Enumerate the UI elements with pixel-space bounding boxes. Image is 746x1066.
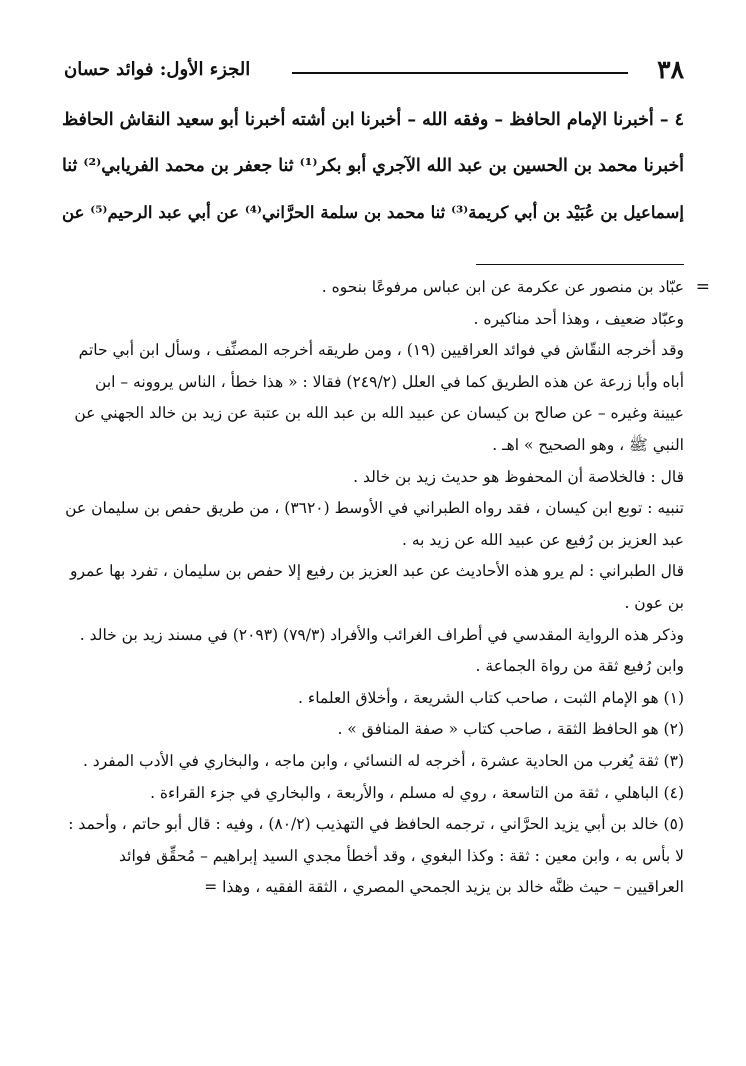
page-header <box>64 52 684 92</box>
note-paragraph: وابن رُفيع ثقة من رواة الجماعة . <box>475 657 684 676</box>
note-paragraph <box>60 272 710 304</box>
hadith-line: أخبرنا محمد بن الحسين بن عبد الله الآجري أبو بكر⁽¹⁾ ثنا جعفر بن محمد الفريابي⁽²⁾ ثنا <box>62 156 684 176</box>
footnote-3: (٣) ثقة يُغرب من الحادية عشرة ، أخرجه له النسائي ، وابن ماجه ، والبخاري في الأدب المفرد . <box>82 751 684 770</box>
header-rule <box>292 72 628 74</box>
note-paragraph-text: عبّاد بن منصور عن عكرمة عن ابن عباس مرفوعًا بنحوه . <box>321 278 684 296</box>
note-paragraph: وقد أخرجه النقّاش في فوائد العراقيين (١٩) ، ومن طريقه أخرجه المصنِّف ، وسأل ابن أبي حاتم أباه وأبا زرعة عن هذه الطريق كما في العلل (٢٤٩/٢) فقالا : « هذا خطأ ، الناس يروونه – ابن عيينة وغيره – عن صالح بن كيسان عن عبيد الله بن عبد الله بن عتبة عن زيد بن خالد الجهني عن النبي ﷺ ، وهو الصحيح » اهـ . <box>74 341 684 454</box>
page-number: ٣٨ <box>657 55 684 84</box>
note-paragraph: تنبيه : توبع ابن كيسان ، فقد رواه الطبراني في الأوسط (٣٦٢٠) ، من طريق حفص بن سليمان عن عبد العزيز بن رُفيع عن عبيد الله عن زيد به . <box>65 499 684 549</box>
footnote-2: (٢) هو الحافظ الثقة ، صاحب كتاب « صفة المنافق » . <box>337 720 684 739</box>
footnote-5: (٥) خالد بن أبي يزيد الحرَّاني ، ترجمه الحافظ في التهذيب (٨٠/٢) ، وفيه : قال أبو حاتم ، وأحمد : لا بأس به ، وابن معين : ثقة : وكذا البغوي ، وقد أخطأ مجدي السيد إبراهيم – مُحقِّق فوائد العراقيين – حيث ظنَّه خالد بن يزيد الجمحي المصري ، الثقة الفقيه ، وهذا = <box>68 815 684 897</box>
continuation-mark: = <box>695 277 710 297</box>
hadith-line: ٤ – أخبرنا الإمام الحافظ – وفقه الله – أخبرنا ابن أشته أخبرنا أبو سعيد النقاش الحافظ <box>62 110 684 130</box>
footnote-1: (١) هو الإمام الثبت ، صاحب كتاب الشريعة ، وأخلاق العلماء . <box>298 688 684 707</box>
note-paragraph: قال : فالخلاصة أن المحفوظ هو حديث زيد بن خالد . <box>353 467 684 486</box>
footnote-4: (٤) الباهلي ، ثقة من التاسعة ، روي له مسلم ، والأربعة ، والبخاري في جزء القراءة . <box>150 783 684 802</box>
running-title: الجزء الأول: فوائد حسان <box>64 59 251 80</box>
footnotes-area <box>60 272 710 904</box>
footnote-divider <box>476 264 684 265</box>
note-paragraph: قال الطبراني : لم يرو هذه الأحاديث عن عبد العزيز بن رفيع إلا حفص بن سليمان ، تفرد بها عمرو بن عون . <box>70 562 684 612</box>
note-paragraph: وعبّاد ضعيف ، وهذا أحد مناكيره . <box>473 309 684 328</box>
note-paragraph: وذكر هذه الرواية المقدسي في أطراف الغرائب والأفراد (٧٩/٣) (٢٠٩٣) في مسند زيد بن خالد . <box>79 625 684 644</box>
hadith-line: إسماعيل بن عُبَيْد بن أبي كريمة⁽³⁾ ثنا محمد بن سلمة الحرَّاني⁽⁴⁾ عن أبي عبد الرحيم⁽⁵⁾ عن <box>62 202 684 222</box>
hadith-text <box>62 97 684 235</box>
